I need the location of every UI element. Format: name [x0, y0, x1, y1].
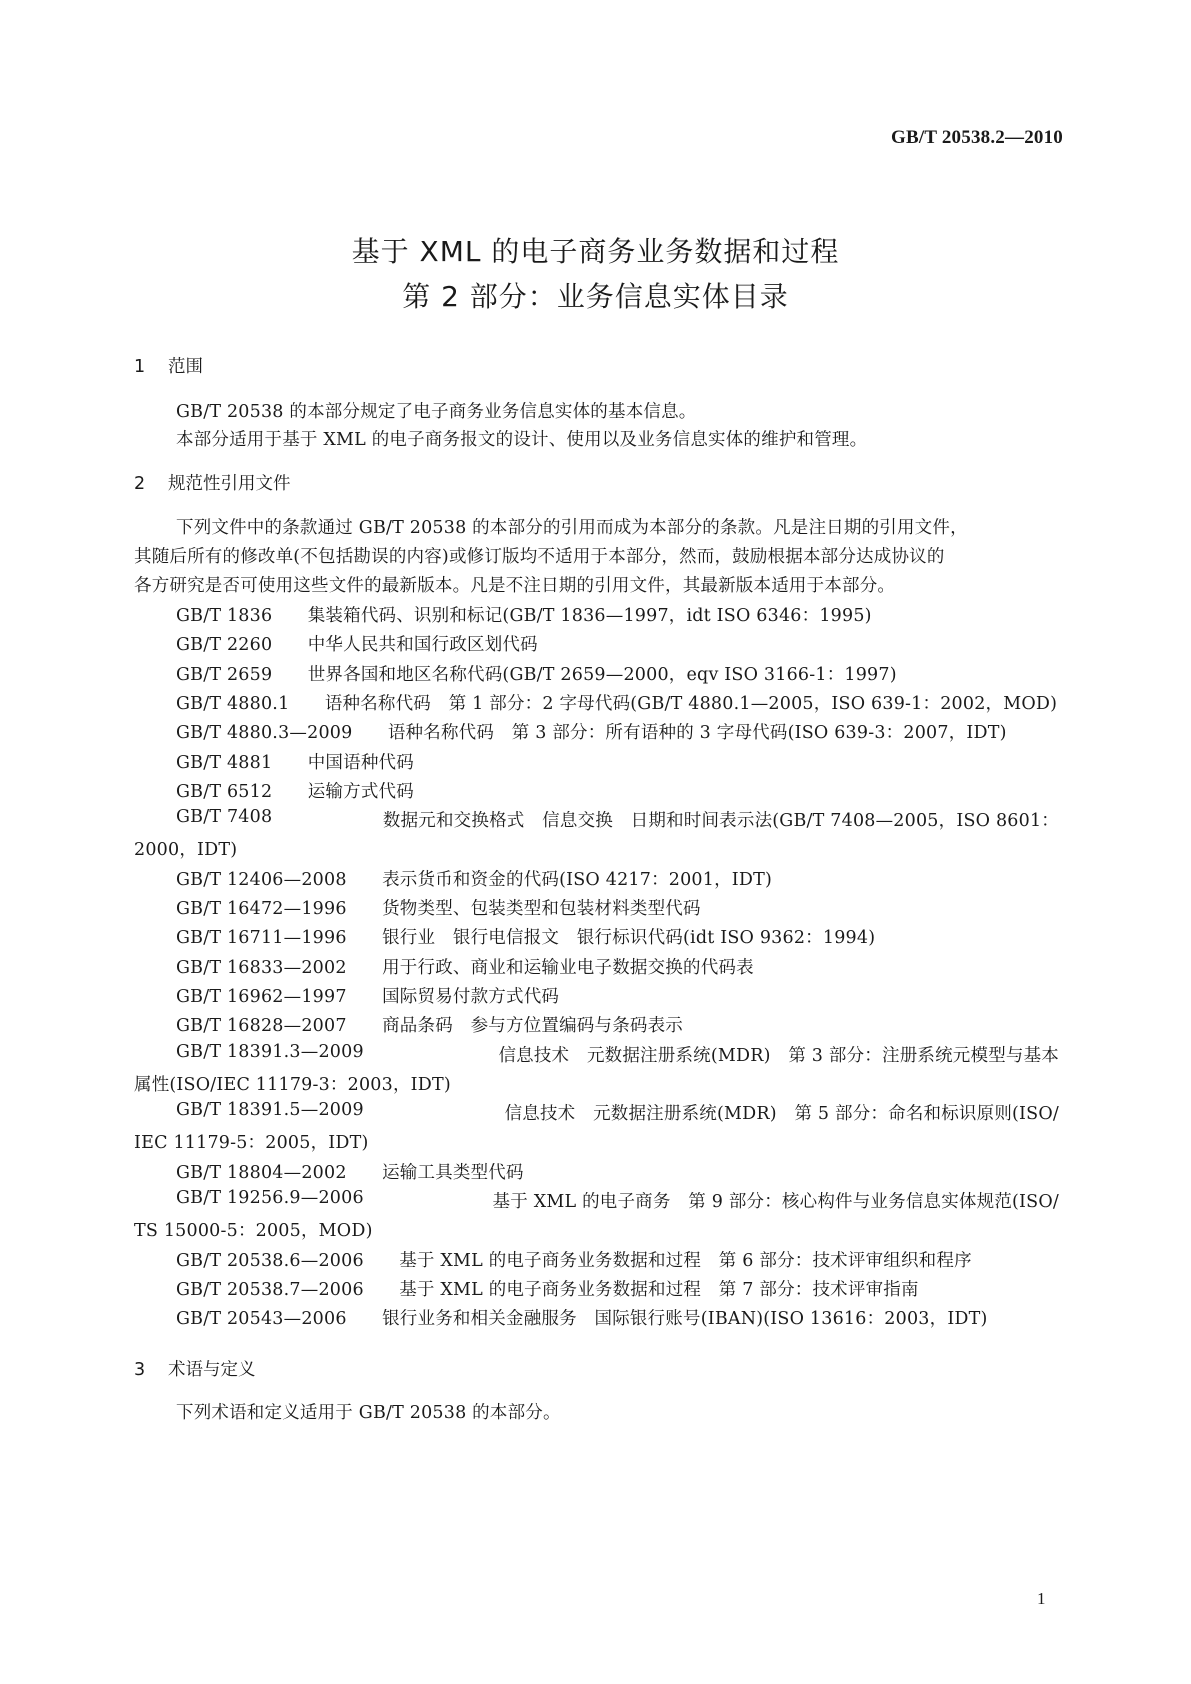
- reference-code: GB/T 4880.3—2009: [176, 723, 353, 743]
- document-title-line-2: 第 2 部分：业务信息实体目录: [402, 280, 789, 313]
- reference-code: GB/T 4881: [176, 753, 273, 773]
- reference-title: 中华人民共和国行政区划代码: [307, 635, 538, 655]
- section-number: 1: [134, 357, 146, 377]
- reference-code: GB/T 16828—2007: [176, 1016, 347, 1036]
- reference-title: 中国语种代码: [307, 753, 414, 773]
- section-heading-terms-and-definitions: [134, 1356, 256, 1381]
- reference-continuation: [134, 836, 237, 861]
- reference-item: [176, 602, 872, 627]
- reference-title: 数据元和交换格式 信息交换 日期和时间表示法(GB/T 7408—2005，ISO 8601：: [382, 811, 1059, 831]
- reference-code: GB/T 16962—1997: [176, 987, 347, 1007]
- reference-code: GB/T 16711—1996: [176, 928, 347, 948]
- reference-title: 国际贸易付款方式代码: [382, 987, 560, 1007]
- reference-title: 信息技术 元数据注册系统(MDR) 第 5 部分：命名和标识原则(ISO/: [504, 1104, 1059, 1124]
- reference-item: [176, 895, 701, 920]
- reference-item: [176, 778, 414, 803]
- reference-title: 2000，IDT): [134, 840, 238, 860]
- section-title: 规范性引用文件: [168, 474, 291, 494]
- reference-item: [176, 1305, 988, 1330]
- reference-item: [176, 924, 875, 949]
- reference-gap: [289, 694, 324, 714]
- reference-item: [176, 1247, 972, 1272]
- reference-title: 信息技术 元数据注册系统(MDR) 第 3 部分：注册系统元模型与基本: [498, 1046, 1059, 1066]
- reference-item: [176, 983, 559, 1008]
- reference-item: [176, 690, 1057, 715]
- reference-code: GB/T 2659: [176, 665, 273, 685]
- reference-code: GB/T 16833—2002: [176, 958, 347, 978]
- reference-item: [176, 1276, 919, 1301]
- reference-gap: [347, 1163, 382, 1183]
- reference-code: GB/T 4880.1: [176, 694, 290, 714]
- reference-code: GB/T 12406—2008: [176, 870, 347, 890]
- reference-code: GB/T 18391.3—2009: [176, 1042, 364, 1062]
- reference-item: [176, 1188, 1059, 1213]
- reference-gap: [364, 1280, 399, 1300]
- standard-number: GB/T 20538.2—2010: [891, 127, 1063, 148]
- reference-code: GB/T 19256.9—2006: [176, 1188, 364, 1208]
- reference-code: GB/T 18391.5—2009: [176, 1100, 364, 1120]
- reference-code: GB/T 16472—1996: [176, 899, 347, 919]
- reference-gap: [347, 870, 382, 890]
- section-title: 术语与定义: [168, 1360, 256, 1380]
- reference-gap: [347, 1016, 382, 1036]
- reference-continuation: [134, 1071, 451, 1096]
- document-title-line-1: 基于 XML 的电子商务业务数据和过程: [351, 235, 840, 268]
- normative-intro-line: 其随后所有的修改单(不包括勘误的内容)或修订版均不适用于本部分，然而，鼓励根据本部分达成协议的: [134, 547, 945, 567]
- reference-gap: [347, 928, 382, 948]
- reference-gap: [347, 899, 382, 919]
- reference-title: 基于 XML 的电子商务业务数据和过程 第 7 部分：技术评审指南: [399, 1280, 919, 1300]
- reference-item: [176, 1159, 524, 1184]
- reference-code: GB/T 6512: [176, 782, 273, 802]
- reference-title: TS 15000-5：2005，MOD): [134, 1221, 373, 1241]
- reference-item: [176, 954, 754, 979]
- normative-intro-line: 各方研究是否可使用这些文件的最新版本。凡是不注日期的引用文件，其最新版本适用于本部分。: [134, 576, 896, 596]
- reference-gap: [272, 782, 307, 802]
- reference-code: GB/T 7408: [176, 807, 273, 827]
- reference-item: [176, 807, 1059, 832]
- reference-code: GB/T 2260: [176, 635, 273, 655]
- reference-item: [176, 719, 1007, 744]
- reference-item: [176, 631, 538, 656]
- reference-gap: [272, 635, 307, 655]
- reference-title: 语种名称代码 第 3 部分：所有语种的 3 字母代码(ISO 639-3：2007，IDT): [387, 723, 1007, 743]
- reference-gap: [347, 987, 382, 1007]
- reference-title: 运输方式代码: [307, 782, 414, 802]
- reference-item: [176, 866, 772, 891]
- reference-title: 运输工具类型代码: [382, 1163, 524, 1183]
- reference-gap: [272, 753, 307, 773]
- reference-code: GB/T 20538.6—2006: [176, 1251, 364, 1271]
- reference-title: 用于行政、商业和运输业电子数据交换的代码表: [382, 958, 754, 978]
- reference-gap: [364, 1251, 399, 1271]
- reference-code: GB/T 20543—2006: [176, 1309, 347, 1329]
- reference-title: 表示货币和资金的代码(ISO 4217：2001，IDT): [382, 870, 773, 890]
- reference-item: [176, 1100, 1059, 1125]
- reference-gap: [352, 723, 387, 743]
- section-number: 2: [134, 474, 146, 494]
- reference-title: 基于 XML 的电子商务 第 9 部分：核心构件与业务信息实体规范(ISO/: [492, 1192, 1059, 1212]
- section-title: 范围: [168, 357, 203, 377]
- reference-item: [176, 1042, 1059, 1067]
- scope-paragraph-2: 本部分适用于基于 XML 的电子商务报文的设计、使用以及业务信息实体的维护和管理。: [176, 430, 868, 450]
- reference-title: 语种名称代码 第 1 部分：2 字母代码(GB/T 4880.1—2005，ISO 639-1：2002，MOD): [324, 694, 1058, 714]
- reference-item: [176, 1012, 683, 1037]
- section-number: 3: [134, 1360, 146, 1380]
- reference-code: GB/T 20538.7—2006: [176, 1280, 364, 1300]
- section-heading-scope: [134, 353, 203, 378]
- reference-gap: [272, 665, 307, 685]
- reference-gap: [347, 958, 382, 978]
- reference-title: 货物类型、包装类型和包装材料类型代码: [382, 899, 701, 919]
- reference-gap: [272, 606, 307, 626]
- reference-code: GB/T 1836: [176, 606, 273, 626]
- reference-title: 基于 XML 的电子商务业务数据和过程 第 6 部分：技术评审组织和程序: [399, 1251, 972, 1271]
- reference-item: [176, 749, 414, 774]
- reference-title: 属性(ISO/IEC 11179-3：2003，IDT): [134, 1075, 451, 1095]
- reference-gap: [347, 1309, 382, 1329]
- reference-continuation: [134, 1217, 373, 1242]
- scope-paragraph-1: GB/T 20538 的本部分规定了电子商务业务信息实体的基本信息。: [176, 402, 697, 422]
- page-number: 1: [1037, 1589, 1046, 1608]
- reference-title: 世界各国和地区名称代码(GB/T 2659—2000，eqv ISO 3166-1：1997): [307, 665, 897, 685]
- reference-continuation: [134, 1129, 369, 1154]
- section-heading-normative-references: [134, 470, 291, 495]
- reference-title: 集装箱代码、识别和标记(GB/T 1836—1997，idt ISO 6346：1995): [307, 606, 872, 626]
- reference-title: 银行业 银行电信报文 银行标识代码(idt ISO 9362：1994): [382, 928, 876, 948]
- reference-item: [176, 661, 897, 686]
- normative-intro-line: 下列文件中的条款通过 GB/T 20538 的本部分的引用而成为本部分的条款。凡是注日期的引用文件，: [176, 518, 968, 538]
- terms-paragraph: 下列术语和定义适用于 GB/T 20538 的本部分。: [176, 1403, 561, 1423]
- reference-code: GB/T 18804—2002: [176, 1163, 347, 1183]
- reference-title: 商品条码 参与方位置编码与条码表示: [382, 1016, 683, 1036]
- reference-title: 银行业务和相关金融服务 国际银行账号(IBAN)(ISO 13616：2003，IDT): [382, 1309, 988, 1329]
- reference-title: IEC 11179-5：2005，IDT): [134, 1133, 369, 1153]
